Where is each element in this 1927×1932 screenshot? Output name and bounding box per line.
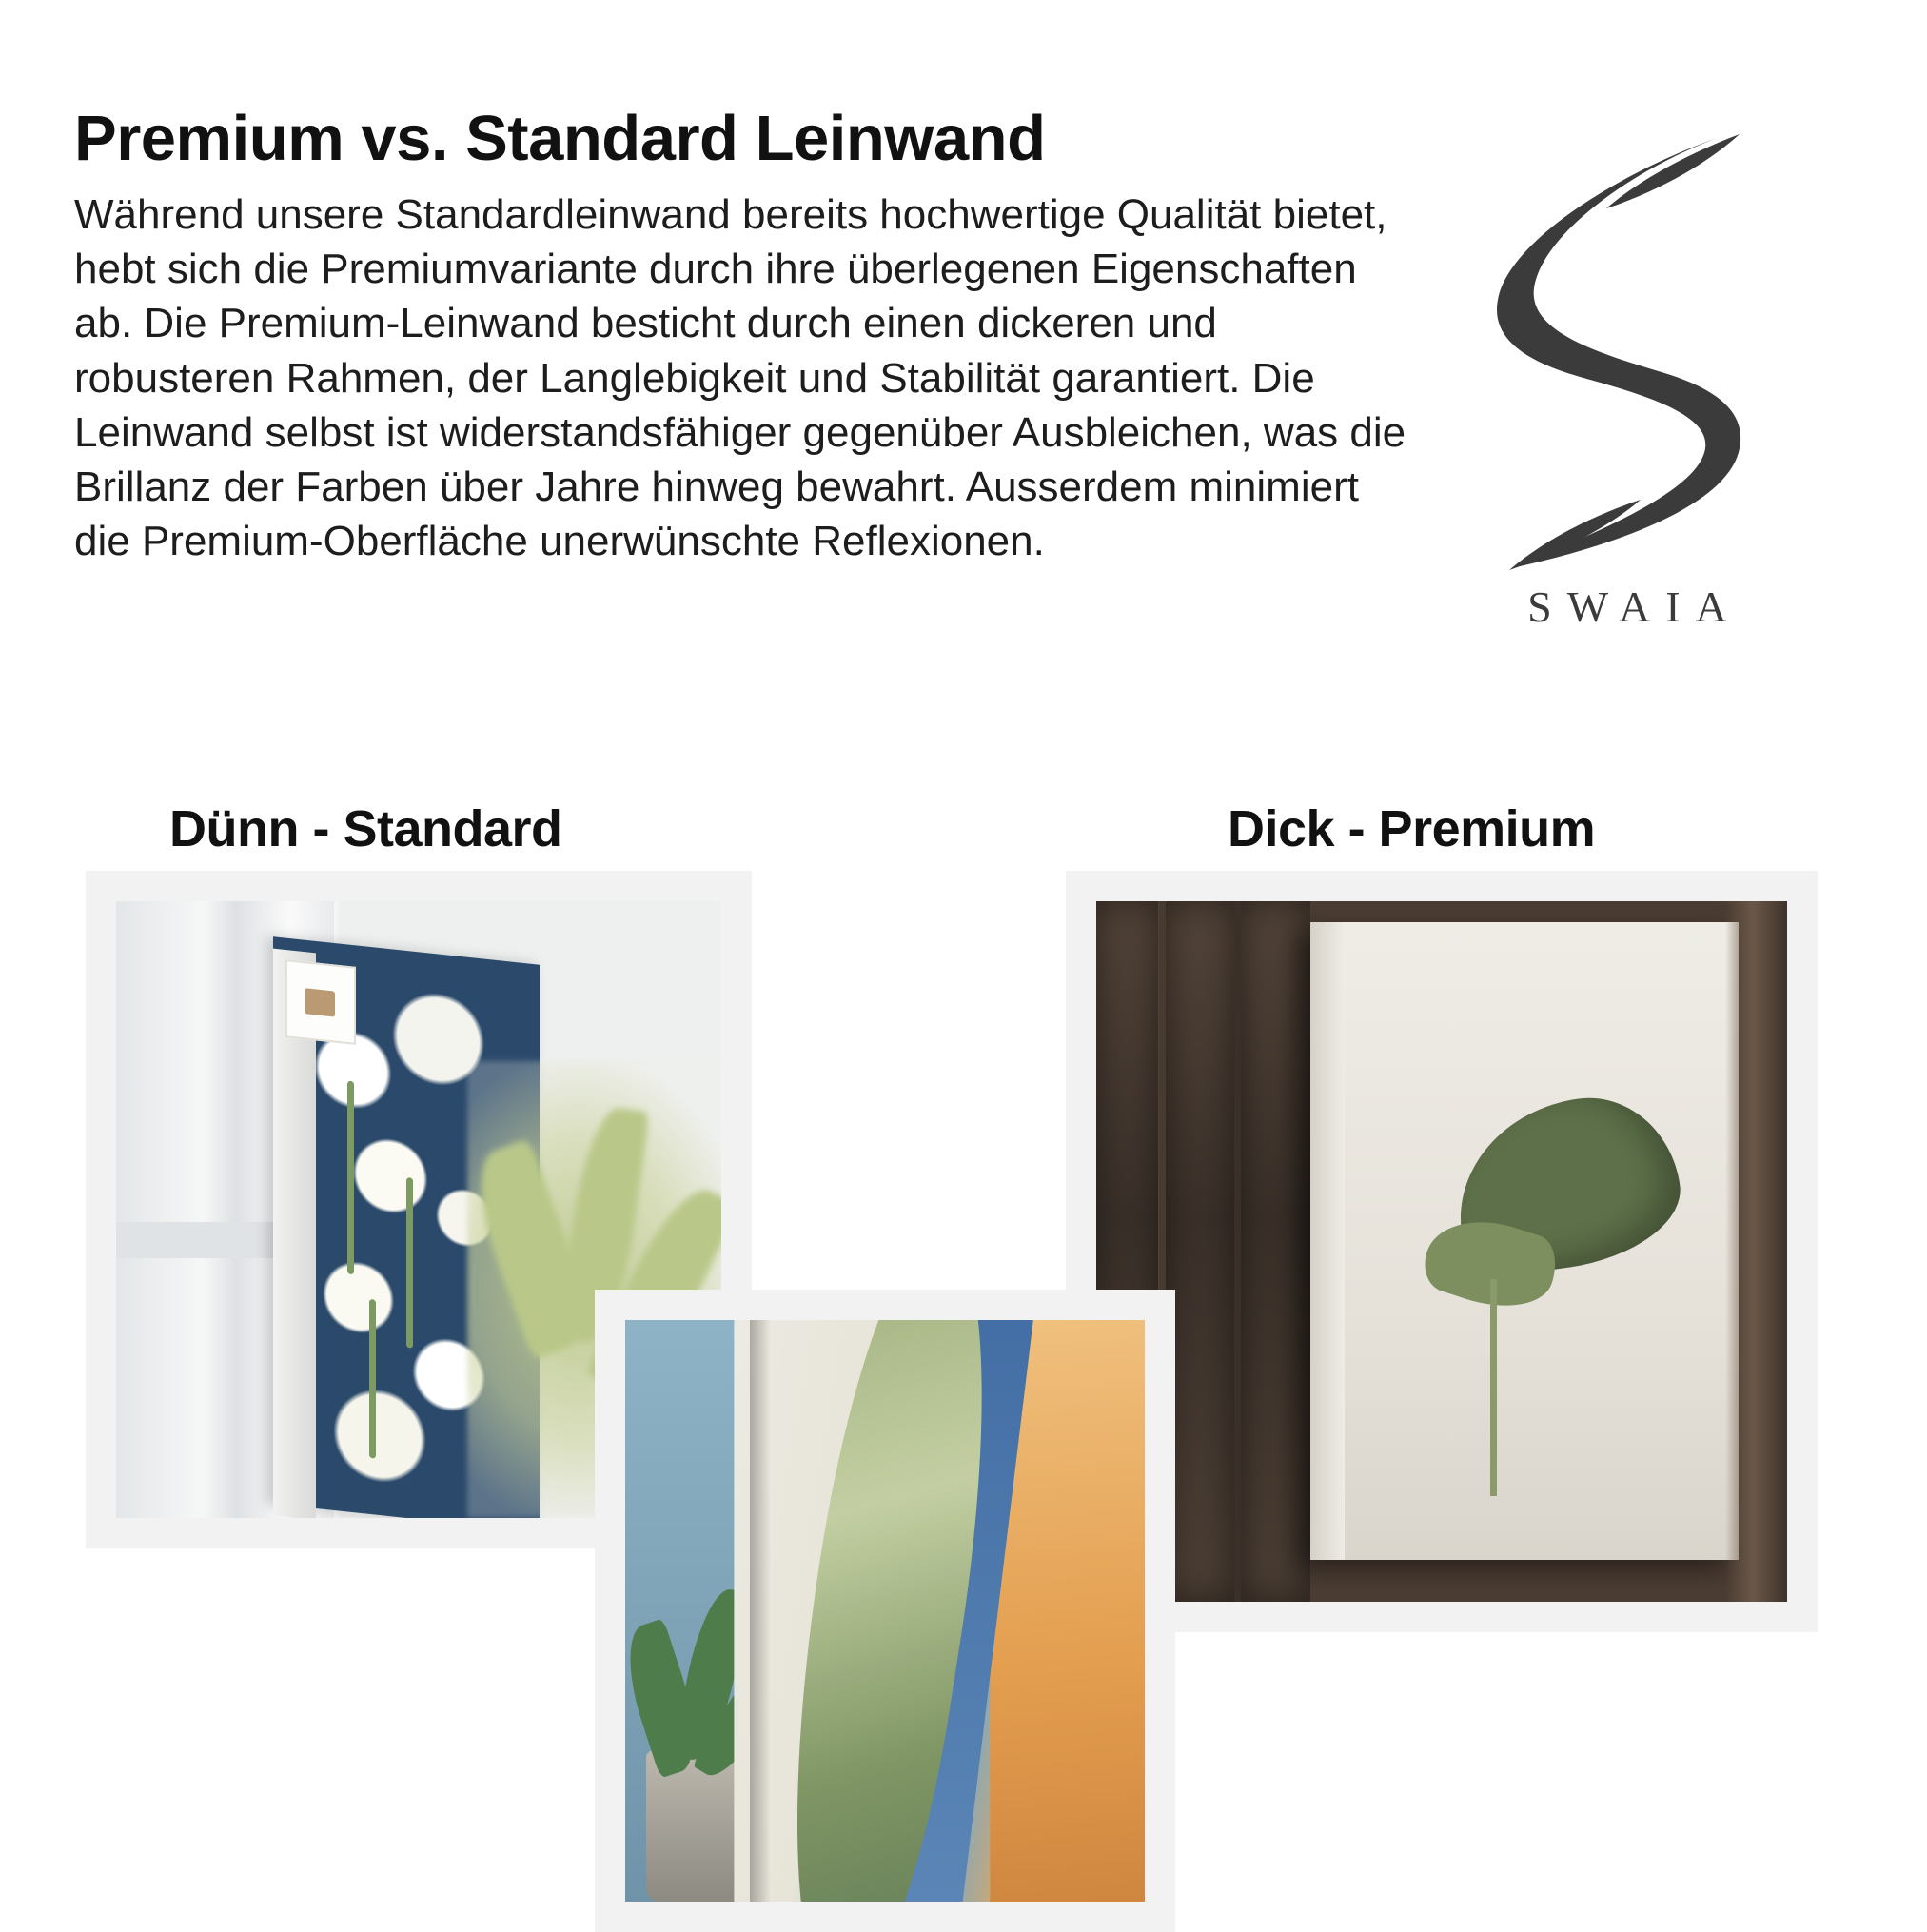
swaia-s-logo-icon	[1485, 128, 1770, 576]
label-premium: Dick - Premium	[1228, 800, 1596, 858]
header-block	[74, 103, 1426, 568]
premium-canvas-photo	[1096, 901, 1787, 1602]
premium-canvas-card	[1066, 871, 1818, 1632]
page-title: Premium vs. Standard Leinwand	[74, 103, 1046, 174]
description-paragraph: Während unsere Standardleinwand bereits hochwertige Qualität bietet, hebt sich die Premiumvariante durch ihre überlegenen Eigenschaften ab. Die Premium-Leinwand besticht durch einen dickeren und robusteren Rahmen, der Langlebigkeit und Stabilität garantiert. Die Leinwand selbst ist widerstandsfähiger gegenüber Ausbleichen, was die Brillanz der Farben über Jahre hinweg bewahrt. Ausserdem minimiert die Premium-Oberfläche unerwünschte Reflexionen.	[74, 191, 1406, 565]
label-standard: Dünn - Standard	[169, 800, 562, 858]
brand-wordmark: SWAIA	[1527, 582, 1742, 631]
brand-logo	[1470, 128, 1784, 632]
canvas-edge-detail-photo	[625, 1320, 1145, 1902]
canvas-edge-detail-card	[595, 1290, 1175, 1932]
